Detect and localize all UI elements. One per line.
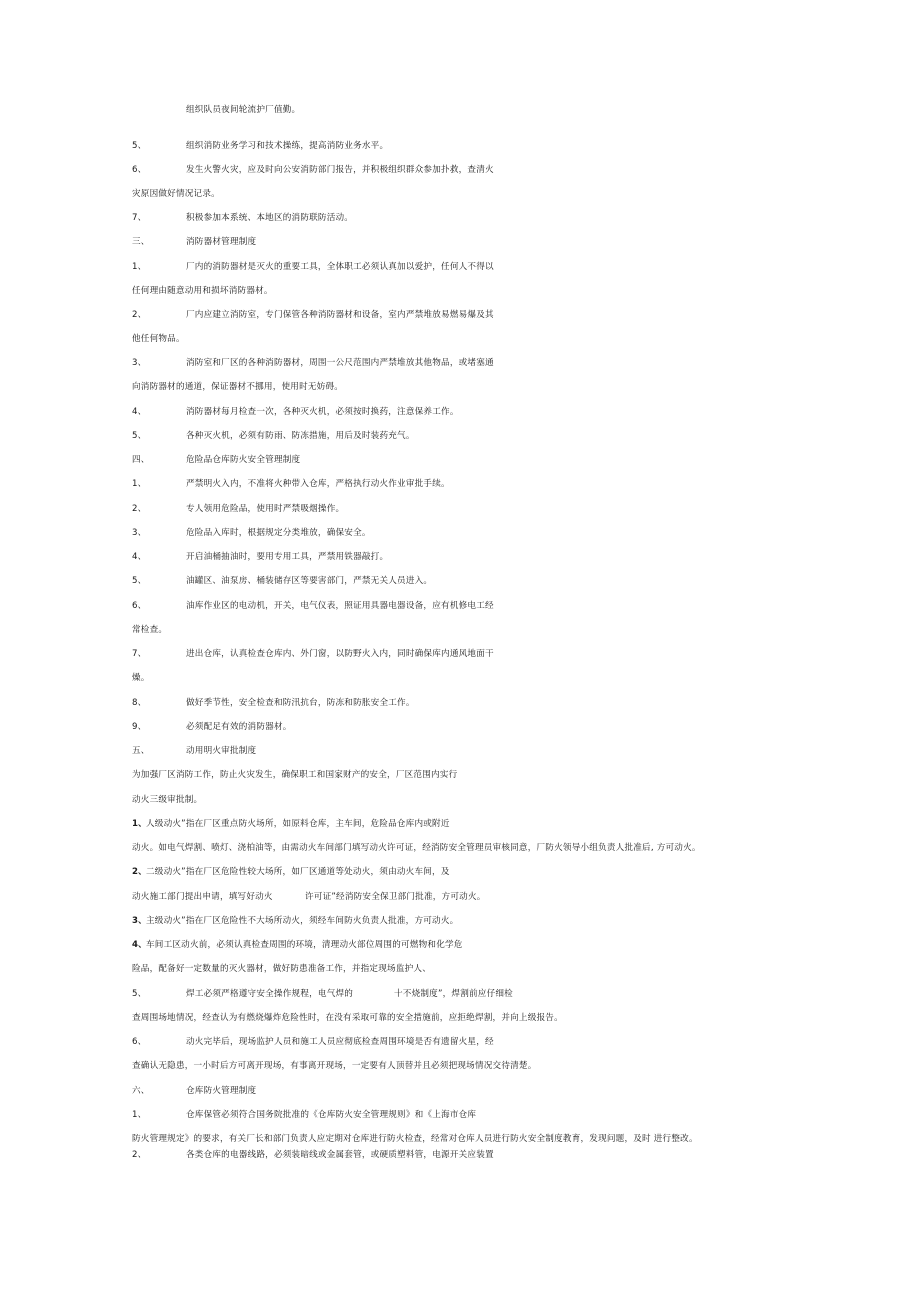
line-number: 四、 <box>132 455 150 465</box>
line-text: 动火施工部门提出申请，填写好动火 <box>132 892 273 902</box>
line-text: 必须配足有效的消防器材。 <box>186 722 292 732</box>
line-number: 6、 <box>132 601 147 611</box>
line-text: 危险品仓库防火安全管理制度 <box>186 455 301 465</box>
line-text: 严禁明火入内，不准将火种带入仓库，严格执行动火作业审批手续。 <box>186 479 450 489</box>
line-number: 1、 <box>132 262 147 272</box>
line-number: 6、 <box>132 165 147 175</box>
line-text: 厂内应建立消防室，专门保管各种消防器材和设备，室内严禁堆放易燃易爆及其 <box>186 310 494 320</box>
line-number: 1、 <box>132 1110 147 1120</box>
line-number: 1、 <box>132 479 147 489</box>
line-text: 人级动火”指在厂区重点防火场所，如原料仓库，主车间，危险品仓库内或附近 <box>146 819 450 829</box>
line-text: 车间工区动火前，必须认真检查周围的环境，清理动火部位周围的可燃物和化学危 <box>146 940 463 950</box>
line-number: 8、 <box>132 698 147 708</box>
line-text: 为加强厂区消防工作，防止火灾发生，确保职工和国家财产的安全，厂区范围内实行 <box>132 770 458 780</box>
line-text: 各种灭火机，必须有防雨、防冻措施，用后及时装药充气。 <box>186 431 415 441</box>
line-text: 任何理由随意动用和损坏消防器材。 <box>132 286 273 296</box>
line-text: 组织消防业务学习和技术操练，提高消防业务水平。 <box>186 141 389 151</box>
line-text: 仓库保管必须符合国务院批准的《仓库防火安全管理规则》和《上海市仓库 <box>186 1110 477 1120</box>
line-text: 向消防器材的通道，保证器材不挪用，使用时无妨碍。 <box>132 382 344 392</box>
line-text: 动火完毕后，现场监护人员和施工人员应彻底检查周围环境是否有遗留火星，经 <box>186 1037 494 1047</box>
line-number: 2、 <box>132 867 147 877</box>
line-number: 2、 <box>132 504 147 514</box>
line-text: 做好季节性，安全检查和防汛抗台，防冻和防胀安全工作。 <box>186 698 415 708</box>
line-number: 3、 <box>132 358 147 368</box>
line-text: 组织队员夜间轮流护厂值勤。 <box>186 105 301 115</box>
line-text: 许可证”经消防安全保卫部门批准，方可动火。 <box>305 892 486 902</box>
line-number: 2、 <box>132 310 147 320</box>
line-text: 他任何物品。 <box>132 334 185 344</box>
line-text: 发生火警火灾，应及时向公安消防部门报告，并积极组织群众参加扑救，查清火 <box>186 165 494 175</box>
line-text: 主级动火”指在厂区危险性不大场所动火，须经车间防火负责人批准，方可动火。 <box>146 916 459 926</box>
line-text: 常检查。 <box>132 625 168 635</box>
line-text: 二级动火”指在厂区危险性较大场所，如厂区通道等处动火，须由动火车间，及 <box>146 867 450 877</box>
line-text: 防火管理规定》的要求，有关厂长和部门负责人应定期对仓库进行防火检查，经常对仓库人员进行防火安全制度教育，发现问题，及时 进行整改。 <box>132 1134 698 1144</box>
line-text: 危险品入库时，根据规定分类堆放，确保安全。 <box>186 528 371 538</box>
line-text: 仓库防火管理制度 <box>186 1086 257 1096</box>
line-text: 燥。 <box>132 673 150 683</box>
line-number: 5、 <box>132 141 147 151</box>
line-number: 3、 <box>132 916 147 926</box>
line-number: 4、 <box>132 552 147 562</box>
line-number: 4、 <box>132 940 147 950</box>
line-text: 专人领用危险品，使用时严禁吸烟操作。 <box>186 504 345 514</box>
line-text: 开启油桶抽油时，要用专用工具，严禁用铁器敲打。 <box>186 552 389 562</box>
line-number: 5、 <box>132 431 147 441</box>
line-number: 7、 <box>132 649 147 659</box>
line-text: 油库作业区的电动机，开关，电气仪表，照证用具器电器设备，应有机修电工经 <box>186 601 494 611</box>
line-text: 消防器材管理制度 <box>186 237 257 247</box>
line-text: 险品，配备好一定数量的灭火器材，做好防患准备工作，并指定现场监护人、 <box>132 964 431 974</box>
line-text: 焊工必须严格遵守安全操作规程，电气焊的 <box>186 989 354 999</box>
line-number: 5、 <box>132 989 147 999</box>
line-text: 十不烧制度”，焊割前应仔细检 <box>394 989 513 999</box>
line-text: 油罐区、油泵房、桶装储存区等要害部门，严禁无关人员进入。 <box>186 576 433 586</box>
line-number: 6、 <box>132 1037 147 1047</box>
line-text: 查确认无隐患，一小时后方可离开现场，有事离开现场，一定要有人顶替并且必须把现场情况交待清楚。 <box>132 1061 537 1071</box>
line-text: 消防器材每月检查一次，各种灭火机，必须按时换药，注意保养工作。 <box>186 407 459 417</box>
line-text: 进出仓库，认真检查仓库内、外门窗，以防野火入内，同时确保库内通风地面干 <box>186 649 494 659</box>
line-number: 5、 <box>132 576 147 586</box>
line-number: 三、 <box>132 237 150 247</box>
line-text: 动用明火审批制度 <box>186 746 257 756</box>
line-text: 各类仓库的电器线路，必须装暗线或金属套管，或硬质塑料管，电源开关应装置 <box>186 1150 494 1160</box>
line-number: 1、 <box>132 819 147 829</box>
line-number: 3、 <box>132 528 147 538</box>
line-number: 4、 <box>132 407 147 417</box>
line-number: 五、 <box>132 746 150 756</box>
line-text: 动火三级审批制。 <box>132 795 203 805</box>
line-text: 查周围场地情况，经查认为有燃烧爆炸危险性时，在没有采取可靠的安全措施前，应拒绝焊割，并向上级报告。 <box>132 1013 563 1023</box>
line-text: 积极参加本系统、本地区的消防联防活动。 <box>186 213 354 223</box>
line-number: 7、 <box>132 213 147 223</box>
line-text: 动火。如电气焊割、喷灯、浇柏油等，由需动火车间部门填写动火许可证，经消防安全管理员审核同意，厂防火领导小组负责人批准后, 方可动火。 <box>132 843 701 853</box>
line-text: 厂内的消防器材是灭火的重要工具，全体职工必须认真加以爱护，任何人不得以 <box>186 262 494 272</box>
line-text: 灾原因做好情况记录。 <box>132 189 220 199</box>
line-number: 9、 <box>132 722 147 732</box>
line-number: 2、 <box>132 1150 147 1160</box>
line-text: 消防室和厂区的各种消防器材，周围一公尺范围内严禁堆放其他物品，或堵塞通 <box>186 358 494 368</box>
line-number: 六、 <box>132 1086 150 1096</box>
